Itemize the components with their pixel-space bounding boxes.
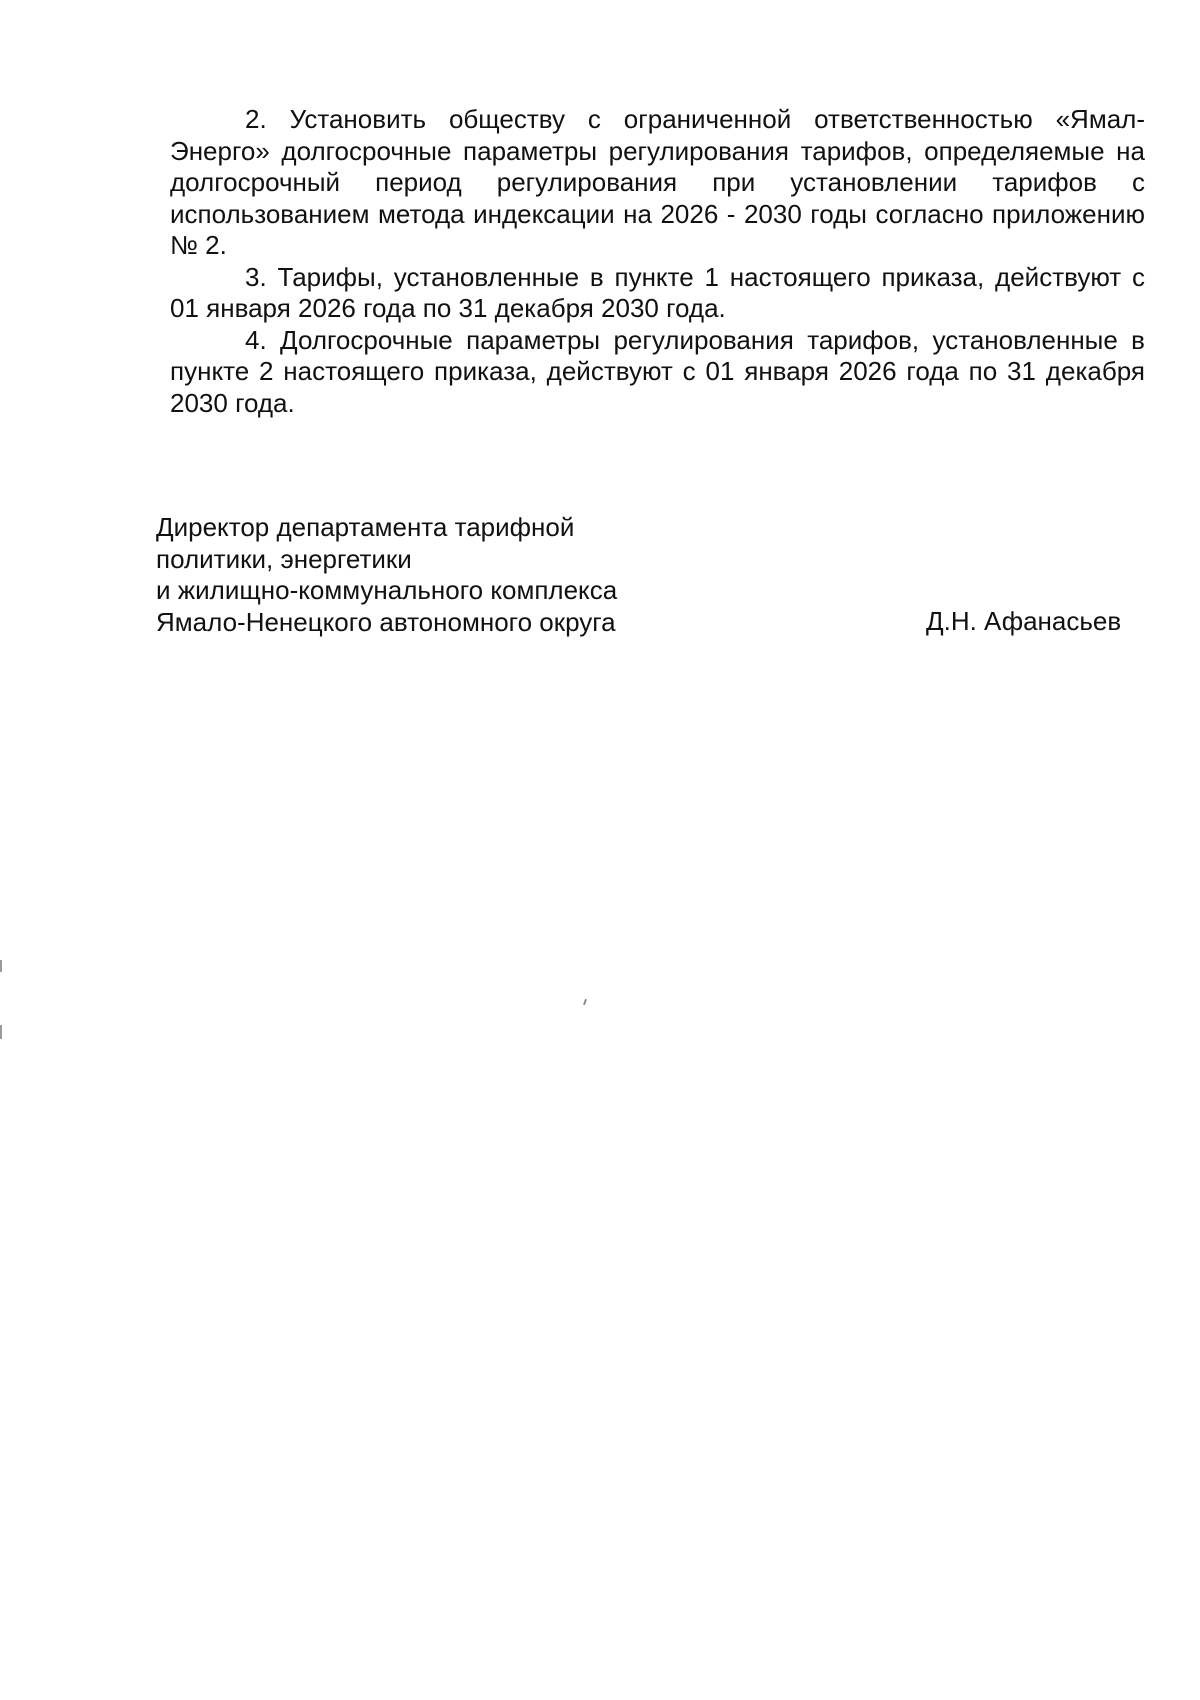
position-line: и жилищно-коммунального комплекса xyxy=(156,575,618,605)
scan-edge-mark xyxy=(0,960,2,972)
signature-area xyxy=(760,410,980,790)
scan-edge-mark xyxy=(0,1025,2,1039)
position-line: Директор департамента тарифной xyxy=(156,512,575,542)
signatory-name: Д.Н. Афанасьев xyxy=(926,606,1122,636)
order-body xyxy=(170,104,1145,419)
position-line: Ямало-Ненецкого автономного округа xyxy=(156,606,616,637)
paragraph-item-3: 3. Тарифы, установленные в пункте 1 настоящего приказа, действуют с 01 января 2026 года по 31 декабря 2030 года. xyxy=(170,261,1145,323)
signatory-position xyxy=(156,512,716,638)
scan-speck xyxy=(583,999,587,1005)
paragraph-item-4: 4. Долгосрочные параметры регулирования тарифов, установленные в пункте 2 настоящего приказа, действуют с 01 января 2026 года по 31 декабря 2030 года. xyxy=(170,324,1145,418)
position-line: политики, энергетики xyxy=(156,543,412,574)
paragraph-item-2: 2. Установить обществу с ограниченной ответственностью «Ямал-Энерго» долгосрочные параметры регулирования тарифов, определяемые на долгосрочный период регулирования при установлении тарифов с использованием метода индексации на 2026 - 2030 годы согласно приложению № 2. xyxy=(170,104,1145,260)
